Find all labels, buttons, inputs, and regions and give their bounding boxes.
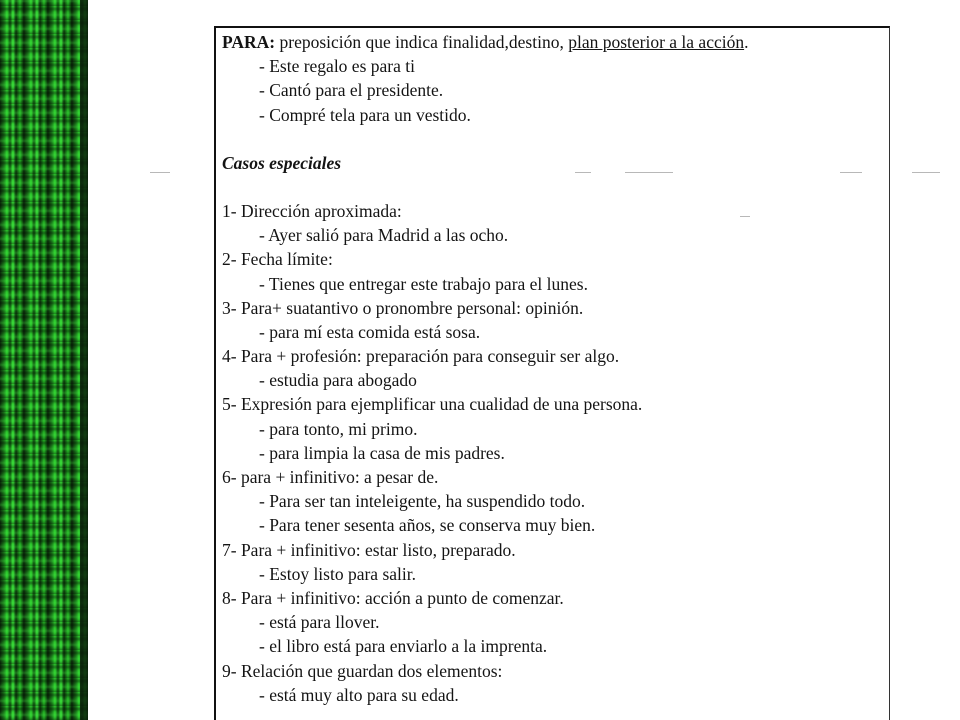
heading-line — [222, 30, 882, 54]
case-example: - Estoy listo para salir. — [259, 563, 416, 584]
case-title: 8- Para + infinitivo: acción a punto de comenzar. — [222, 587, 564, 608]
scan-speck — [150, 172, 170, 173]
case-example: - Tienes que entregar este trabajo para el lunes. — [259, 273, 588, 294]
case-example: - está muy alto para su edad. — [259, 684, 459, 705]
example-line: - Este regalo es para ti — [259, 56, 415, 77]
heading-definition-end: . — [744, 32, 749, 52]
case-example: - Para ser tan inteleigente, ha suspendido todo. — [259, 491, 586, 512]
heading-definition: preposición que indica finalidad,destino, — [275, 32, 569, 52]
case-example: - para tonto, mi primo. — [259, 418, 418, 439]
example-line: - Compré tela para un vestido. — [259, 104, 471, 125]
case-example: - está para llover. — [259, 612, 380, 633]
scan-speck — [912, 172, 940, 173]
case-title: 5- Expresión para ejemplificar una cualidad de una persona. — [222, 394, 643, 415]
case-example: - estudia para abogado — [259, 370, 417, 391]
case-example: - Ayer salió para Madrid a las ocho. — [259, 225, 509, 246]
spacer — [222, 127, 882, 151]
case-title: 1- Dirección aproximada: — [222, 200, 402, 221]
example-line: - Cantó para el presidente. — [259, 80, 444, 101]
case-title: 9- Relación que guardan dos elementos: — [222, 660, 503, 681]
case-example: - para mí esta comida está sosa. — [259, 321, 481, 342]
heading-definition-underlined: plan posterior a la acción — [568, 32, 745, 52]
case-example: - para limpia la casa de mis padres. — [259, 442, 505, 463]
case-title: 3- Para+ suatantivo o pronombre personal: opinión. — [222, 297, 584, 318]
case-example: - el libro está para enviarlo a la imprenta. — [259, 636, 548, 657]
case-title: 2- Fecha límite: — [222, 249, 333, 270]
case-title: 6- para + infinitivo: a pesar de. — [222, 467, 439, 487]
green-pattern-strip — [0, 0, 88, 720]
case-title: 7- Para + infinitivo: estar listo, preparado. — [222, 539, 516, 560]
heading-keyword: PARA: — [222, 32, 276, 52]
spacer — [222, 175, 882, 199]
case-title: 4- Para + profesión: preparación para conseguir ser algo. — [222, 346, 620, 367]
document-text — [222, 30, 882, 707]
section-title: Casos especiales — [222, 152, 342, 173]
strip-edge — [80, 0, 88, 720]
case-example: - Para tener sesenta años, se conserva muy bien. — [259, 515, 596, 536]
